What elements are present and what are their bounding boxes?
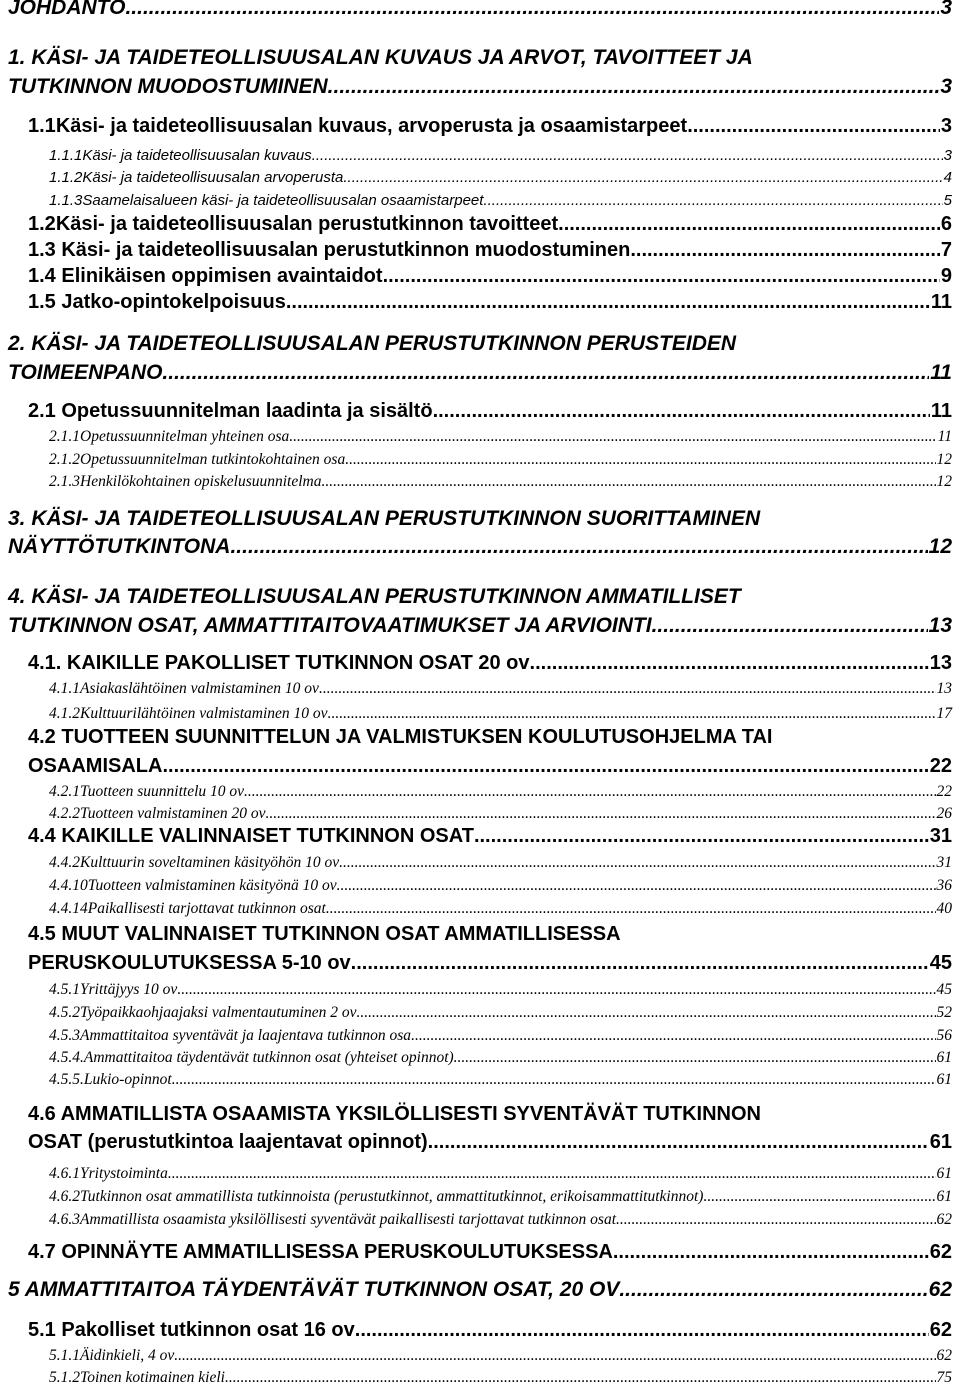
toc-entry-title: 5 AMMATTITAITOA TÄYDENTÄVÄT TUTKINNON OSAT, 20 OV: [8, 1278, 620, 1301]
toc-entry-title: 3. KÄSI- JA TAIDETEOLLISUUSALAN PERUSTUTKINNON SUORITTAMINEN: [8, 507, 761, 530]
toc-page-number: 26: [936, 805, 952, 822]
toc-entry-number: 4.4.2: [49, 854, 80, 871]
toc-entry-title: Käsi- ja taideteollisuusalan arvoperusta: [82, 169, 344, 186]
toc-page-number: 9: [940, 265, 952, 287]
toc-entry-title: Tuotteen suunnittelu 10 ov: [80, 783, 245, 800]
toc-entry-number: 4.5.1: [49, 981, 80, 998]
toc-page-number: 22: [929, 755, 952, 777]
toc-entry-title: Tuotteen valmistaminen 20 ov: [80, 805, 266, 822]
toc-entry-title: 4. KÄSI- JA TAIDETEOLLISUUSALAN PERUSTUTKINNON AMMATILLISET: [8, 585, 741, 608]
toc-entry-title: NÄYTTÖTUTKINTONA: [8, 535, 231, 558]
toc-entry-title: Paikallisesti tarjottavat tutkinnon osat: [87, 900, 326, 917]
toc-entry-title: 4.2 TUOTTEEN SUUNNITTELUN JA VALMISTUKSEN KOULUTUSOHJELMA TAI: [28, 726, 773, 748]
toc-entry-title: Käsi- ja taideteollisuusalan perustutkinnon tavoitteet: [55, 213, 559, 235]
toc-page-number: 22: [936, 783, 952, 800]
toc-page-number: 52: [936, 1004, 952, 1021]
toc-page-number: 75: [936, 1369, 952, 1386]
toc-page-number: 62: [929, 1241, 952, 1263]
toc-entry-number: 4.5.2: [49, 1004, 80, 1021]
toc-entry-number: 2.1.1: [49, 428, 80, 445]
toc-entry-title: Lukio-opinnot: [83, 1071, 172, 1088]
toc-page-number: 56: [936, 1027, 952, 1044]
toc-entry-title: Kulttuurilähtöinen valmistaminen 10 ov: [80, 705, 328, 722]
toc-page-number: 11: [930, 291, 952, 313]
toc-entry-title: JOHDANTO: [8, 0, 126, 19]
toc-page-number: 3: [940, 115, 952, 137]
toc-entry-number: 4.4.14: [49, 900, 88, 917]
toc-entry-title: TOIMEENPANO: [8, 361, 163, 384]
toc-entry-number: 1.1: [28, 115, 56, 137]
toc-entry-number: 4.6.2: [49, 1188, 80, 1205]
toc-page-number: 11: [930, 400, 952, 422]
toc-entry-number: 4.6.1: [49, 1165, 80, 1182]
toc-page-number: 5: [943, 192, 952, 209]
toc-entry-title: OSAT (perustutkintoa laajentavat opinnot): [28, 1131, 428, 1153]
toc-page-number: 12: [936, 473, 952, 490]
toc-page-number: 3: [943, 147, 952, 164]
toc-entry-title: Opetussuunnitelman tutkintokohtainen osa: [80, 451, 346, 468]
toc-entry-title: Ammattitaitoa syventävät ja laajentava tutkinnon osa: [80, 1027, 412, 1044]
toc-row: [49, 1369, 952, 1387]
toc-page-number: 62: [929, 1319, 952, 1341]
toc-page-number: 31: [929, 825, 952, 847]
toc-page-number: 61: [936, 1165, 952, 1182]
toc-entry-number: 1.1.1: [49, 147, 83, 164]
toc-entry-number: 4.2.2: [49, 805, 80, 822]
toc-entry-title: Henkilökohtainen opiskelusuunnitelma: [80, 473, 322, 490]
toc-page-number: 13: [936, 680, 952, 697]
toc-page-number: 61: [929, 1131, 952, 1153]
toc-entry-title: PERUSKOULUTUKSESSA 5-10 ov: [28, 952, 351, 974]
toc-entry-title: 1. KÄSI- JA TAIDETEOLLISUUSALAN KUVAUS JA ARVOT, TAVOITTEET JA: [8, 46, 753, 69]
toc-entry-title: Yritystoiminta: [80, 1165, 168, 1182]
toc-entry-number: 4.1.1: [49, 680, 80, 697]
toc-page-number: 12: [928, 535, 952, 558]
toc-page-number: 40: [936, 900, 952, 917]
toc-entry-title: Yrittäjyys 10 ov: [80, 981, 178, 998]
toc-page-number: 61: [936, 1071, 952, 1088]
toc-entry-title: Ammattitaitoa täydentävät tutkinnon osat (yhteiset opinnot): [83, 1049, 454, 1066]
toc-page-number: 11: [937, 428, 952, 445]
toc-entry-number: 5.1.2: [49, 1369, 80, 1386]
toc-page-number: 62: [928, 1278, 952, 1301]
toc-entry-number: 2.1.2: [49, 451, 80, 468]
toc-entry-title: 4.6 AMMATILLISTA OSAAMISTA YKSILÖLLISESTI SYVENTÄVÄT TUTKINNON: [28, 1103, 761, 1125]
toc-entry-number: 4.1.2: [49, 705, 80, 722]
toc-entry-number: 4.2.1: [49, 783, 80, 800]
dot-leader: [225, 1369, 936, 1387]
toc-page-number: 13: [928, 614, 952, 637]
toc-entry-title: 2. KÄSI- JA TAIDETEOLLISUUSALAN PERUSTUTKINNON PERUSTEIDEN: [8, 332, 737, 355]
toc-entry-title: Saamelaisalueen käsi- ja taideteollisuusalan osaamistarpeet: [82, 192, 484, 209]
toc-page-number: 45: [929, 952, 952, 974]
toc-page-number: 3: [940, 0, 952, 19]
toc-page-number: 17: [936, 705, 952, 722]
toc-entry-number: 4.5.3: [49, 1027, 80, 1044]
toc-entry-title: Toinen kotimainen kieli: [80, 1369, 225, 1386]
toc-page-number: 3: [940, 75, 952, 98]
toc-entry-title: 5.1 Pakolliset tutkinnon osat 16 ov: [28, 1319, 355, 1341]
toc-entry-title: 4.1. KAIKILLE PAKOLLISET TUTKINNON OSAT 20 ov: [28, 652, 530, 674]
toc-entry-title: Opetussuunnitelman yhteinen osa: [80, 428, 290, 445]
toc-entry-title: Käsi- ja taideteollisuusalan kuvaus: [82, 147, 312, 164]
toc-entry-title: Äidinkieli, 4 ov: [80, 1347, 175, 1364]
toc-entry-title: 2.1 Opetussuunnitelman laadinta ja sisältö: [28, 400, 433, 422]
toc-page-number: 12: [936, 451, 952, 468]
toc-entry-title: 4.4 KAIKILLE VALINNAISET TUTKINNON OSAT: [28, 825, 474, 847]
toc-page-number: 6: [940, 213, 952, 235]
toc-entry-title: TUTKINNON OSAT, AMMATTITAITOVAATIMUKSET JA ARVIOINTI: [8, 614, 652, 637]
toc-entry-number: 1.1.2: [49, 169, 83, 186]
toc-entry-title: 4.7 OPINNÄYTE AMMATILLISESSA PERUSKOULUTUKSESSA: [28, 1241, 613, 1263]
toc-page-number: 62: [936, 1347, 952, 1364]
toc-page-number: 7: [940, 239, 952, 261]
toc-entry-title: Työpaikkaohjaajaksi valmentautuminen 2 ov: [80, 1004, 357, 1021]
toc-entry-number: 4.6.3: [49, 1211, 80, 1228]
toc-entry-title: Kulttuurin soveltaminen käsityöhön 10 ov: [80, 854, 340, 871]
toc-entry-number: 5.1.1: [49, 1347, 80, 1364]
toc-entry-number: 1.2: [28, 213, 56, 235]
toc-entry-title: TUTKINNON MUODOSTUMINEN: [8, 75, 328, 98]
toc-entry-title: Tuotteen valmistaminen käsityönä 10 ov: [87, 877, 337, 894]
toc-page-number: 13: [929, 652, 952, 674]
toc-entry-number: 4.5.5.: [49, 1071, 84, 1088]
toc-page-number: 31: [936, 854, 952, 871]
toc-page-number: 11: [930, 361, 952, 384]
toc-page-number: 62: [936, 1211, 952, 1228]
toc-entry-title: OSAAMISALA: [28, 755, 163, 777]
toc-entry-title: Tutkinnon osat ammatillista tutkinnoista (perustutkinnot, ammattitutkinnot, erikoisammattitutkinnot): [80, 1188, 704, 1205]
toc-entry-title: 1.4 Elinikäisen oppimisen avaintaidot: [28, 265, 383, 287]
toc-entry-number: 4.5.4.: [49, 1049, 84, 1066]
toc-entry-title: 4.5 MUUT VALINNAISET TUTKINNON OSAT AMMATILLISESSA: [28, 923, 621, 945]
toc-page-number: 36: [936, 877, 952, 894]
toc-page-number: 61: [936, 1049, 952, 1066]
toc-entry-title: Ammatillista osaamista yksilöllisesti syventävät paikallisesti tarjottavat tutkinnon osat: [80, 1211, 617, 1228]
toc-page-number: 61: [936, 1188, 952, 1205]
toc-entry-title: 1.5 Jatko-opintokelpoisuus: [28, 291, 286, 313]
toc-page-number: 45: [936, 981, 952, 998]
toc-entry-number: 2.1.3: [49, 473, 80, 490]
toc-entry-title: Asiakaslähtöinen valmistaminen 10 ov: [80, 680, 319, 697]
toc-entry-number: 1.1.3: [49, 192, 83, 209]
toc-entry-title: 1.3 Käsi- ja taideteollisuusalan perustutkinnon muodostuminen: [28, 239, 631, 261]
toc-page-number: 4: [943, 169, 952, 186]
toc-entry-number: 4.4.10: [49, 877, 88, 894]
toc-entry-title: Käsi- ja taideteollisuusalan kuvaus, arvoperusta ja osaamistarpeet: [55, 115, 688, 137]
